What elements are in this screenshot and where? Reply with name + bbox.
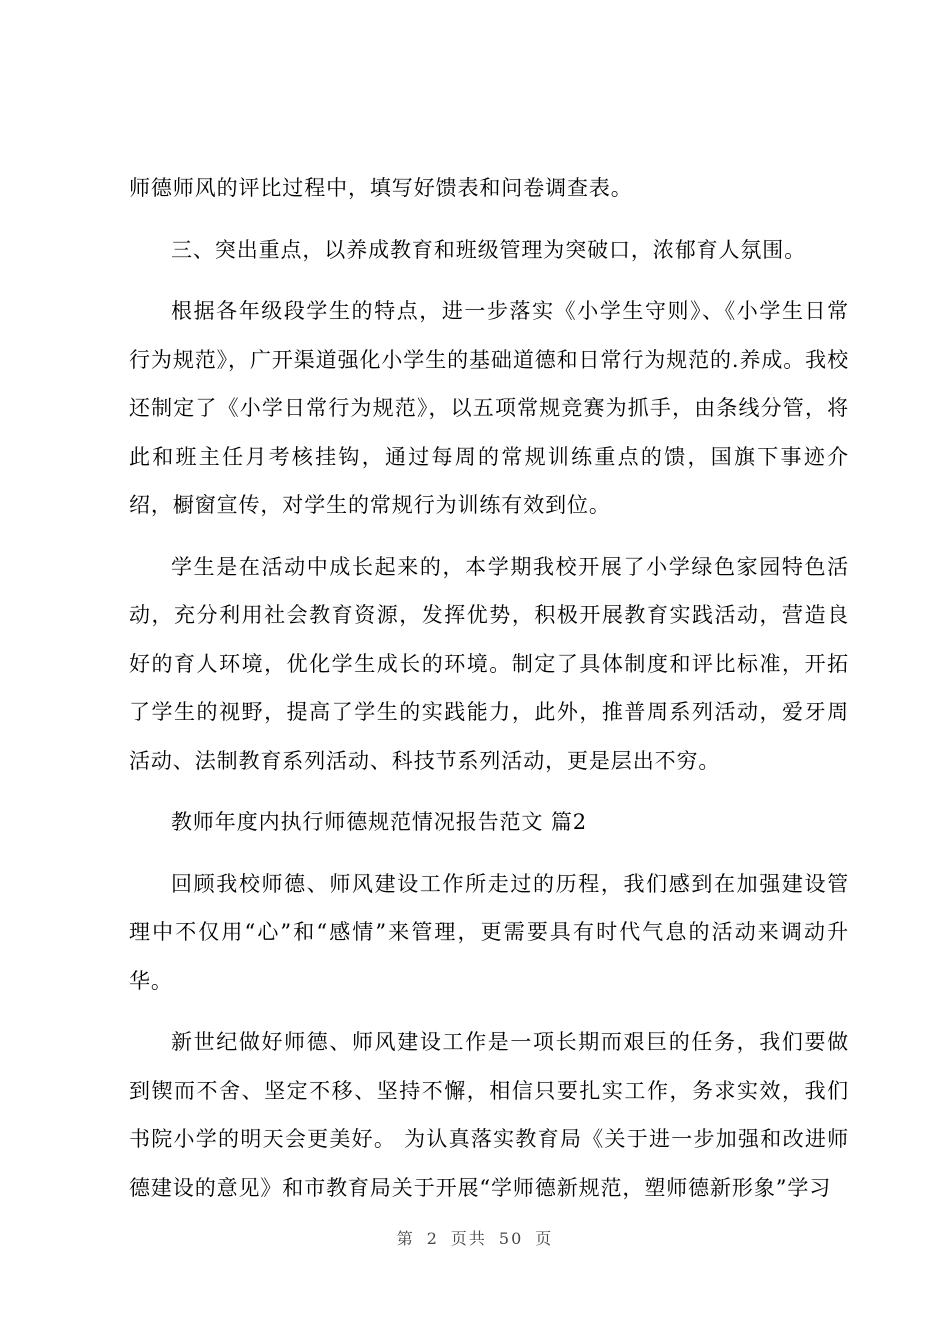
footer-current-page: 2: [426, 1229, 439, 1248]
footer-suffix: 页: [535, 1229, 554, 1248]
document-body: [129, 164, 849, 1225]
footer-total-pages: 50: [498, 1229, 524, 1248]
footer-middle: 页共: [450, 1229, 487, 1248]
footer-prefix: 第: [396, 1229, 415, 1248]
paragraph-5: 回顾我校师德、师风建设工作所走过的历程，我们感到在加强建设管理中不仅用“心”和“感情”来管理，更需要具有时代气息的活动来调动升华。: [129, 871, 849, 993]
paragraph-3: 根据各年级段学生的特点，进一步落实《小学生守则》、《小学生日常行为规范》，广开渠道强化小学生的基础道德和日常行为规范的.养成。我校还制定了《小学日常行为规范》，以五项常规竞赛为抓手，由条线分管，将此和班主任月考核挂钩，通过每周的常规训练重点的馈，国旗下事迹介绍，橱窗宣传，对学生的常规行为训练有效到位。: [129, 299, 849, 517]
paragraph-6: 新世纪做好师德、师风建设工作是一项长期而艰巨的任务，我们要做到锲而不舍、坚定不移、坚持不懈，相信只要扎实工作，务求实效，我们书院小学的明天会更美好。 为认真落实教育局《关于进一步加强和改进师德建设的意见》和市教育局关于开展“学师德新规范，塑师德新形象”学习: [129, 1030, 849, 1200]
paragraph-2: 三、突出重点，以养成教育和班级管理为突破口，浓郁育人氛围。: [171, 237, 807, 262]
paragraph-4: 学生是在活动中成长起来的，本学期我校开展了小学绿色家园特色活动，充分利用社会教育资源，发挥优势，积极开展教育实践活动，营造良好的育人环境，优化学生成长的环境。制定了具体制度和评比标准，开拓了学生的视野，提高了学生的实践能力，此外，推普周系列活动，爱牙周活动、法制教育系列活动、科技节系列活动，更是层出不穷。: [129, 554, 849, 773]
page-footer: [0, 1226, 950, 1249]
section-heading: 教师年度内执行师德规范情况报告范文 篇2: [171, 810, 588, 834]
paragraph-1: 师德师风的评比过程中，填写好馈表和问卷调查表。: [129, 176, 633, 200]
